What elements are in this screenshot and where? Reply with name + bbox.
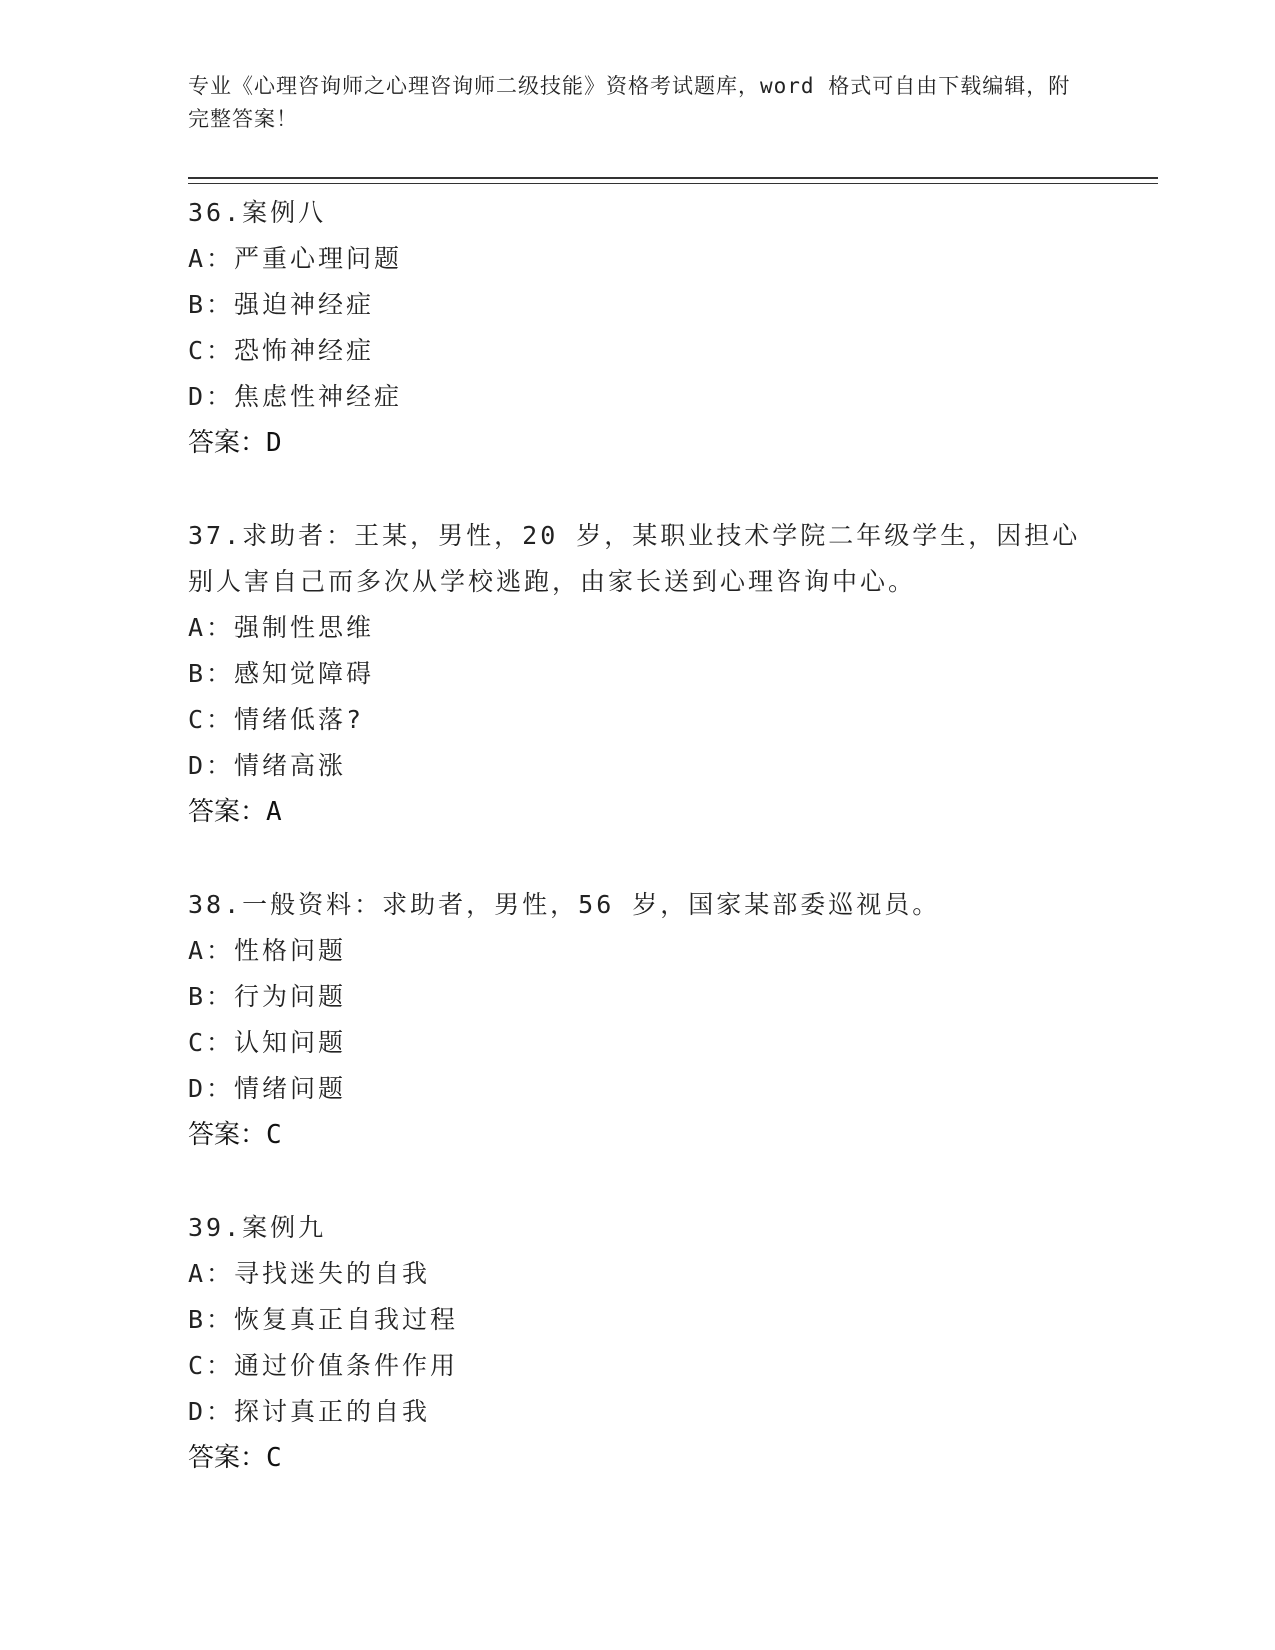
option-a: A：强制性思维: [188, 613, 375, 642]
option-c: C：情绪低落?: [188, 705, 365, 734]
answer-label: 答案：: [188, 428, 267, 458]
question-stem: 36.案例八: [188, 198, 327, 227]
header-rule-thick: [188, 177, 1158, 179]
answer-line: [188, 1112, 1088, 1158]
option-b: B：恢复真正自我过程: [188, 1305, 459, 1334]
option-a: A：严重心理问题: [188, 244, 403, 273]
question-stem: 38.一般资料：求助者，男性，56 岁，国家某部委巡视员。: [188, 890, 941, 919]
option-a: A：寻找迷失的自我: [188, 1259, 431, 1288]
question-item: [188, 190, 1088, 466]
header-rule-thin: [188, 183, 1158, 184]
answer-line: [188, 1435, 1088, 1481]
answer-line: [188, 420, 1088, 466]
answer-value: C: [266, 1443, 282, 1473]
answer-label: 答案：: [188, 1120, 267, 1150]
option-d: D：情绪高涨: [188, 751, 347, 780]
option-a: A：性格问题: [188, 936, 347, 965]
answer-label: 答案：: [188, 1443, 267, 1473]
answer-line: [188, 789, 1088, 835]
option-c: C：通过价值条件作用: [188, 1351, 459, 1380]
question-item: [188, 1205, 1088, 1481]
option-b: B：强迫神经症: [188, 290, 375, 319]
option-d: D：探讨真正的自我: [188, 1397, 431, 1426]
answer-value: A: [266, 797, 282, 827]
answer-value: D: [266, 428, 282, 458]
answer-value: C: [266, 1120, 282, 1150]
option-c: C：恐怖神经症: [188, 336, 375, 365]
option-c: C：认知问题: [188, 1028, 347, 1057]
question-item: [188, 513, 1088, 835]
answer-label: 答案：: [188, 797, 267, 827]
question-item: [188, 882, 1088, 1158]
question-stem: 37.求助者：王某，男性，20 岁，某职业技术学院二年级学生，因担心别人害自己而多次从学校逃跑，由家长送到心理咨询中心。: [188, 521, 1081, 596]
question-stem: 39.案例九: [188, 1213, 327, 1242]
option-d: D：焦虑性神经症: [188, 382, 403, 411]
option-b: B：感知觉障碍: [188, 659, 375, 688]
document-intro: 专业《心理咨询师之心理咨询师二级技能》资格考试题库，word 格式可自由下载编辑，附完整答案！: [188, 74, 1071, 131]
option-b: B：行为问题: [188, 982, 347, 1011]
option-d: D：情绪问题: [188, 1074, 347, 1103]
question-list: [188, 190, 1088, 1528]
